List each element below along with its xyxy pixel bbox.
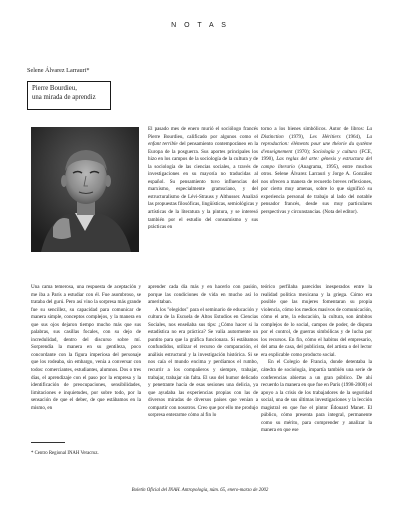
section-header: N O T A S — [171, 22, 229, 29]
page-footer: Boletín Oficial del INAH. Antropología, núm. 65, enero-marzo de 2002 — [131, 488, 269, 493]
body-column-left — [31, 284, 141, 436]
article-title-line-2: una mirada de aprendiz — [32, 93, 96, 101]
intro-column-right — [261, 126, 372, 278]
body-paragraph: A los "elegidos" para el seminario de educación y cultura de la Escuela de Altos Estudios en Ciencias Sociales, nos enseñaba sus tips: ¿Cómo hacer si la estadística no era práctica? Se valía autormente un puntito para que la gráfica funcionara. Si estábamos confundidos, utilizar el recurso de comparación, el análisis estructural y la investigación histórica. Si se nos caía el mundo encima y perdíamos el rumbo, recurrir a los compañeros y siempre, trabajar, trabajar, trabajar sin falta. El uso del humor delicado y penetrante hacía de esas sesiones una delicia, ya que ayudaba las experiencias propias con las de diversos miradas de diversos países que venían a compartir con nosotros. Creo que por ello me produjo sorpresa enterarme cómo al fin lo — [148, 306, 258, 419]
body-paragraph: teórico perfilaba parecidos inesperados entre la realidad política mexicana y la griega. Cómo era posible que las mujeres fomentaran su propia violencia, cómo los medios masivos de comunicación, cómo el arte, la educación, la cultura, son ámbitos complejos de lo social, campos de poder, de disputa por el control, de guerras simbólicas y de lucha por los recursos. En fin, cómo el habitus del empresario, del ama de casa, del publicista, del artista o del lector era explicable como producto social. — [261, 284, 372, 358]
article-title-box — [27, 81, 111, 110]
body-column-middle — [148, 284, 258, 479]
body-column-right — [261, 284, 372, 479]
intro-paragraph-middle: El pasado mes de enero murió el sociólogo francés Pierre Bourdieu, calificado por algunos como el enfant terrible del pensamiento contemporáneo en la Europa de la posguerra. Sus aportes principales los hizo en los campos de la sociología de la cultura y de la sociología de las ciencias sociales, a través de investigaciones en su mayoría no traducidas al español. Su pensamiento tuvo influencias del marxismo, especialmente gramsciano, y del estructuralismo de Lévi-Strauss y Althusser. Analizó las propuestas filosóficas, lingüísticas, semiológicas y artísticas de la literatura y la pintura, y se interesó también por el estudio del consumismo y sus prácticas en — [148, 126, 258, 231]
intro-column-middle — [148, 126, 258, 278]
footnote-divider — [31, 442, 65, 443]
body-paragraph: aprender cada día más y en hacerlo con pasión, porque las condiciones de vida en mucho así lo ameritaban. — [148, 284, 258, 306]
article-title-line-1: Pierre Bourdieu, — [32, 85, 77, 92]
intro-paragraph-right: torno a los bienes simbólicos. Autor de libros: La Distinction (1979), Les Héritiers (1964), La reproduction: éléments pour une théorie du système d'enseignement (1970); Sociología y cultura (FCE, 1990), Las reglas del arte: génesis y estructura del campo literario (Anagrama, 1995), entre muchos otros. Selene Álvarez Larrauri y Jorge A. González nos ofrecen a manera de recuerdo breves reflexiones, por cierto muy amenas, sobre lo que significó su experiencia personal de trabajo al lado del notable pensador francés, desde sus muy particulares perspectivas y circunstancias. (Nota del editor). — [261, 126, 372, 216]
footnote: * Centro Regional INAH Veracruz. — [31, 451, 99, 456]
portrait-photo — [31, 127, 139, 252]
body-paragraph: Una cama temerosa, una respuesta de aceptación y me iba a París a estudiar con él. Fue asombroso, se trataba del gurú. Pero así vino la sorpresa más grande fue su sencillez, su capacidad para comunicar de manera simple, conceptos complejos, y la manera en que sus ojos dejaron tiempo mucho más que sus palabras, sus casillas focales, con su dejo de incredulidad, dentro del discurso sobre mí. Sorprendía la manera en su gentileza, poco concordante con la figura imperiosa del personaje que los rodeaba, sin embargo, venía a conversar con todos: comerciantes, estudiantes, alumnos. Dos o tres días, el aprendizaje con el paso por la empresa y la identificación de preocupaciones, sensibilidades, limitaciones e inquietudes, por sobre todo, por la sensación de que el deber, de que estábamos en la mismo, en — [31, 284, 141, 411]
body-paragraph: En el Colegio de Francia, donde detentaba la cátedra de sociología, impartía también una serie de conferencias abiertas a un gran público. De ahí recuerdo la manera en que fue en París (1998-2000) el apoyo a la crisis de los trabajadores de la seguridad social, una de sus últimas investigaciones y la lección magistral en que fue el pintor Édouard Manet. El público, cómo presenta para integral, permanente como su mérito, para comprender y analizar la manera en que ese — [261, 359, 372, 434]
portrait-illustration — [31, 127, 139, 252]
author-name: Selene Álvarez Larrauri* — [27, 67, 90, 74]
